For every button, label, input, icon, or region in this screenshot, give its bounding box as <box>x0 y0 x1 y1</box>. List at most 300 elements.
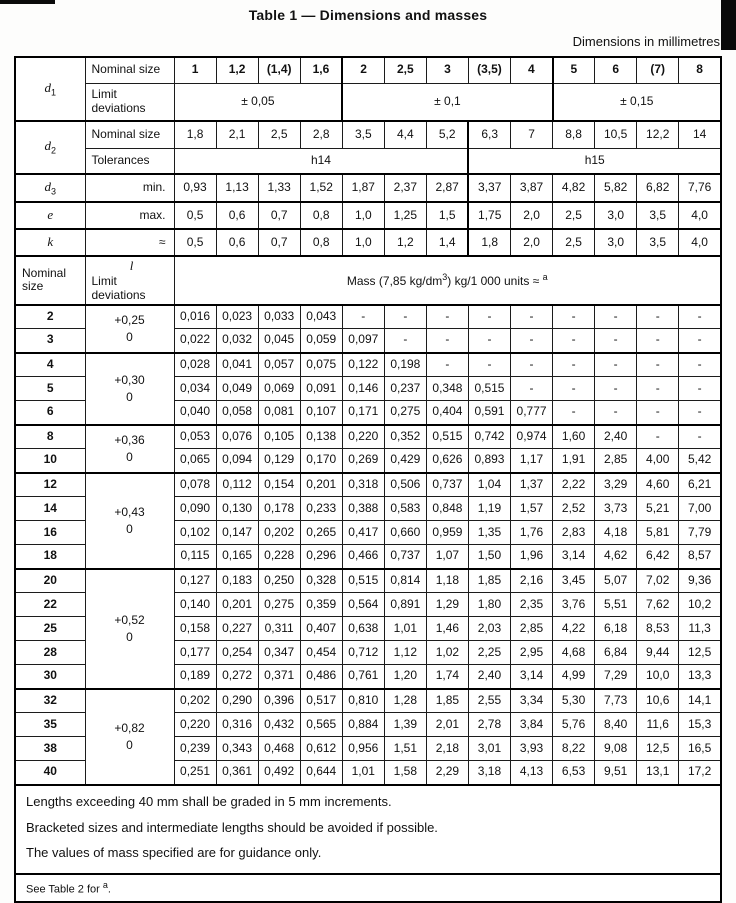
mass-value-cell: - <box>468 329 510 353</box>
mass-value-cell: 0,065 <box>174 449 216 473</box>
mass-value-cell: 0,097 <box>342 329 384 353</box>
mass-value-cell: 0,564 <box>342 593 384 617</box>
d3-value: 1,13 <box>216 174 258 202</box>
mass-value-cell: 0,417 <box>342 521 384 545</box>
mass-value-cell: 0,165 <box>216 545 258 569</box>
d1-nominal-value: (3,5) <box>468 57 510 83</box>
mass-value-cell: 0,272 <box>216 665 258 689</box>
mass-value-cell: 0,644 <box>300 761 342 785</box>
mass-value-cell: - <box>553 305 595 329</box>
mass-value-cell: 4,13 <box>511 761 553 785</box>
mass-value-cell: 0,075 <box>300 353 342 377</box>
mass-value-cell: 7,00 <box>679 497 721 521</box>
mass-value-cell: 0,396 <box>258 689 300 713</box>
mass-value-cell: 1,19 <box>468 497 510 521</box>
mass-value-cell: 9,08 <box>595 737 637 761</box>
mass-value-cell: 0,959 <box>426 521 468 545</box>
note-line: Bracketed sizes and intermediate lengths should be avoided if possible. <box>26 819 438 835</box>
d2-nominal-value: 1,8 <box>174 121 216 148</box>
d2-nominal-value: 6,3 <box>468 121 510 148</box>
mass-value-cell: 9,44 <box>637 641 679 665</box>
mass-value-cell: 3,84 <box>511 713 553 737</box>
mass-value-cell: 0,147 <box>216 521 258 545</box>
note-line: Lengths exceeding 40 mm shall be graded in 5 mm increments. <box>26 793 392 809</box>
mass-value-cell: - <box>511 377 553 401</box>
mass-value-cell: 1,39 <box>384 713 426 737</box>
scan-artifact <box>721 0 736 50</box>
mass-value-cell: - <box>384 329 426 353</box>
mass-value-cell: 1,46 <box>426 617 468 641</box>
mass-value-cell: 4,22 <box>553 617 595 641</box>
mass-value-cell: 0,154 <box>258 473 300 497</box>
mass-value-cell: 0,105 <box>258 425 300 449</box>
mass-value-cell: 0,076 <box>216 425 258 449</box>
mass-value-cell: 0,034 <box>174 377 216 401</box>
mass-value-cell: 7,02 <box>637 569 679 593</box>
mass-value-cell: 0,432 <box>258 713 300 737</box>
d3-value: 3,37 <box>468 174 510 202</box>
mass-value-cell: 0,078 <box>174 473 216 497</box>
mass-value-cell: 0,712 <box>342 641 384 665</box>
mass-value-cell: - <box>511 353 553 377</box>
mass-value-cell: 2,16 <box>511 569 553 593</box>
mass-value-cell: 0,112 <box>216 473 258 497</box>
mass-value-cell: 0,810 <box>342 689 384 713</box>
mass-value-cell: 0,091 <box>300 377 342 401</box>
mass-value-cell: 0,343 <box>216 737 258 761</box>
mass-value-cell: 0,515 <box>342 569 384 593</box>
mass-value-cell: 0,893 <box>468 449 510 473</box>
mass-value-cell: - <box>595 353 637 377</box>
mass-value-cell: 0,486 <box>300 665 342 689</box>
d2-nominal-value: 10,5 <box>595 121 637 148</box>
limit-deviation-cell: +0,25 0 <box>85 305 174 353</box>
mass-value-cell: 2,29 <box>426 761 468 785</box>
mass-value-cell: - <box>679 329 721 353</box>
d2-nominal-value: 12,2 <box>637 121 679 148</box>
d2-nominal-value: 8,8 <box>553 121 595 148</box>
mass-value-cell: 0,227 <box>216 617 258 641</box>
mass-value-cell: 0,201 <box>216 593 258 617</box>
mass-value-cell: - <box>679 425 721 449</box>
mass-value-cell: 4,99 <box>553 665 595 689</box>
d1-nominal-value: 5 <box>553 57 595 83</box>
nominal-size-cell: 4 <box>15 353 85 377</box>
mass-value-cell: - <box>553 377 595 401</box>
d3-qualifier: min. <box>85 174 174 202</box>
mass-value-cell: 0,081 <box>258 401 300 425</box>
mass-value-cell: 4,68 <box>553 641 595 665</box>
mass-value-cell: 9,36 <box>679 569 721 593</box>
mass-value-cell: 1,85 <box>426 689 468 713</box>
nominal-size-cell: 10 <box>15 449 85 473</box>
mass-value-cell: 0,296 <box>300 545 342 569</box>
d1-nominal-value: 6 <box>595 57 637 83</box>
mass-column-header: Mass (7,85 $kg/dm^3$) kg/1 000 units ≈ $^a$ <box>174 256 721 305</box>
mass-value-cell: 0,515 <box>426 425 468 449</box>
mass-value-cell: 0,884 <box>342 713 384 737</box>
mass-value-cell: - <box>595 329 637 353</box>
d1-nominal-value: 3 <box>426 57 468 83</box>
mass-value-cell: 0,737 <box>426 473 468 497</box>
d2-tolerance-span: h15 <box>468 148 721 174</box>
mass-value-cell: 1,04 <box>468 473 510 497</box>
mass-value-cell: 0,102 <box>174 521 216 545</box>
mass-value-cell: 0,177 <box>174 641 216 665</box>
mass-value-cell: - <box>637 305 679 329</box>
mass-value-cell: 0,328 <box>300 569 342 593</box>
d1-nominal-value: 4 <box>511 57 553 83</box>
mass-value-cell: 0,115 <box>174 545 216 569</box>
mass-value-cell: 0,146 <box>342 377 384 401</box>
e-value: 2,5 <box>553 202 595 229</box>
d2-nominal-value: 2,5 <box>258 121 300 148</box>
d3-value: 4,82 <box>553 174 595 202</box>
mass-value-cell: 0,251 <box>174 761 216 785</box>
d3-symbol: $d_3$ <box>15 174 85 202</box>
d3-value: 1,87 <box>342 174 384 202</box>
e-value: 4,0 <box>679 202 721 229</box>
mass-value-cell: 0,891 <box>384 593 426 617</box>
mass-value-cell: - <box>679 401 721 425</box>
k-value: 1,8 <box>468 229 510 256</box>
mass-value-cell: 3,01 <box>468 737 510 761</box>
mass-value-cell: 1,58 <box>384 761 426 785</box>
mass-value-cell: 1,12 <box>384 641 426 665</box>
k-qualifier: ≈ <box>85 229 174 256</box>
mass-value-cell: 0,127 <box>174 569 216 593</box>
mass-value-cell: 11,3 <box>679 617 721 641</box>
mass-value-cell: 0,023 <box>216 305 258 329</box>
d3-value: 5,82 <box>595 174 637 202</box>
nominal-size-cell: 16 <box>15 521 85 545</box>
d3-value: 0,93 <box>174 174 216 202</box>
e-value: 0,6 <box>216 202 258 229</box>
nominal-size-cell: 38 <box>15 737 85 761</box>
mass-value-cell: 5,42 <box>679 449 721 473</box>
mass-value-cell: 0,053 <box>174 425 216 449</box>
mass-value-cell: 2,25 <box>468 641 510 665</box>
e-value: 2,0 <box>511 202 553 229</box>
mass-value-cell: 0,848 <box>426 497 468 521</box>
mass-value-cell: 3,93 <box>511 737 553 761</box>
mass-value-cell: 6,42 <box>637 545 679 569</box>
e-symbol: e <box>15 202 85 229</box>
mass-value-cell: 0,316 <box>216 713 258 737</box>
mass-value-cell: 0,045 <box>258 329 300 353</box>
mass-value-cell: 1,50 <box>468 545 510 569</box>
mass-value-cell: - <box>637 329 679 353</box>
mass-value-cell: 0,033 <box>258 305 300 329</box>
mass-value-cell: 1,29 <box>426 593 468 617</box>
e-value: 1,5 <box>426 202 468 229</box>
d2-tolerance-label: Tolerances <box>85 148 174 174</box>
mass-value-cell: 5,81 <box>637 521 679 545</box>
d3-value: 6,82 <box>637 174 679 202</box>
mass-value-cell: 6,18 <box>595 617 637 641</box>
e-value: 3,5 <box>637 202 679 229</box>
k-value: 3,5 <box>637 229 679 256</box>
mass-value-cell: 4,60 <box>637 473 679 497</box>
mass-value-cell: 2,83 <box>553 521 595 545</box>
nominal-size-cell: 22 <box>15 593 85 617</box>
mass-value-cell: 10,0 <box>637 665 679 689</box>
mass-value-cell: 0,158 <box>174 617 216 641</box>
mass-value-cell: 0,737 <box>384 545 426 569</box>
nominal-size-cell: 6 <box>15 401 85 425</box>
nominal-size-cell: 30 <box>15 665 85 689</box>
mass-value-cell: 6,21 <box>679 473 721 497</box>
mass-value-cell: - <box>511 329 553 353</box>
mass-value-cell: - <box>426 305 468 329</box>
dimensions-table <box>14 56 722 903</box>
d2-nominal-value: 2,8 <box>300 121 342 148</box>
e-value: 0,5 <box>174 202 216 229</box>
mass-value-cell: 1,85 <box>468 569 510 593</box>
mass-value-cell: 0,583 <box>384 497 426 521</box>
mass-value-cell: 0,041 <box>216 353 258 377</box>
mass-value-cell: 0,058 <box>216 401 258 425</box>
mass-value-cell: 4,00 <box>637 449 679 473</box>
mass-value-cell: 2,95 <box>511 641 553 665</box>
mass-value-cell: 5,21 <box>637 497 679 521</box>
mass-value-cell: 1,18 <box>426 569 468 593</box>
d2-nominal-value: 2,1 <box>216 121 258 148</box>
mass-value-cell: 0,016 <box>174 305 216 329</box>
mass-value-cell: 5,51 <box>595 593 637 617</box>
mass-value-cell: 0,140 <box>174 593 216 617</box>
d1-nominal-value: (1,4) <box>258 57 300 83</box>
mass-value-cell: - <box>384 305 426 329</box>
mass-value-cell: 2,52 <box>553 497 595 521</box>
k-value: 2,0 <box>511 229 553 256</box>
mass-value-cell: 0,239 <box>174 737 216 761</box>
mass-value-cell: 0,638 <box>342 617 384 641</box>
mass-value-cell: - <box>637 377 679 401</box>
mass-value-cell: 1,02 <box>426 641 468 665</box>
mass-value-cell: 3,18 <box>468 761 510 785</box>
mass-value-cell: 15,3 <box>679 713 721 737</box>
mass-value-cell: 1,51 <box>384 737 426 761</box>
d1-deviation-span: ± 0,15 <box>553 83 721 121</box>
d1-symbol: $d_1$ <box>15 57 85 121</box>
mass-value-cell: 0,129 <box>258 449 300 473</box>
mass-value-cell: 16,5 <box>679 737 721 761</box>
d1-nominal-value: 1,2 <box>216 57 258 83</box>
mass-value-cell: 0,275 <box>384 401 426 425</box>
mass-value-cell: 3,76 <box>553 593 595 617</box>
mass-value-cell: 2,22 <box>553 473 595 497</box>
k-value: 0,5 <box>174 229 216 256</box>
mass-value-cell: 4,18 <box>595 521 637 545</box>
mass-value-cell: 2,03 <box>468 617 510 641</box>
mass-value-cell: - <box>637 353 679 377</box>
d1-deviation-span: ± 0,05 <box>174 83 342 121</box>
limit-deviation-cell: +0,82 0 <box>85 689 174 785</box>
nominal-size-cell: 32 <box>15 689 85 713</box>
d2-nominal-value: 7 <box>511 121 553 148</box>
mass-value-cell: 0,626 <box>426 449 468 473</box>
mass-value-cell: - <box>595 401 637 425</box>
mass-value-cell: 0,814 <box>384 569 426 593</box>
mass-value-cell: 1,07 <box>426 545 468 569</box>
mass-value-cell: 8,22 <box>553 737 595 761</box>
k-value: 0,8 <box>300 229 342 256</box>
mass-value-cell: 1,01 <box>342 761 384 785</box>
mass-value-cell: 0,107 <box>300 401 342 425</box>
mass-value-cell: 0,290 <box>216 689 258 713</box>
mass-value-cell: 7,73 <box>595 689 637 713</box>
mass-value-cell: 3,14 <box>511 665 553 689</box>
d1-deviation-span: ± 0,1 <box>342 83 552 121</box>
d3-value: 2,87 <box>426 174 468 202</box>
limit-deviation-cell: +0,30 0 <box>85 353 174 425</box>
k-value: 0,7 <box>258 229 300 256</box>
nominal-size-cell: 5 <box>15 377 85 401</box>
table-title: Table 1 — Dimensions and masses <box>248 7 488 23</box>
mass-value-cell: 0,407 <box>300 617 342 641</box>
limit-deviation-cell: +0,36 0 <box>85 425 174 473</box>
note-line: The values of mass specified are for guidance only. <box>26 845 322 861</box>
mass-value-cell: 10,2 <box>679 593 721 617</box>
k-value: 4,0 <box>679 229 721 256</box>
mass-value-cell: 3,34 <box>511 689 553 713</box>
mass-value-cell: 0,254 <box>216 641 258 665</box>
table-footnote: See Table 2 for $^a$. <box>15 874 721 902</box>
mass-value-cell: 1,37 <box>511 473 553 497</box>
d1-nominal-label: Nominal size <box>85 57 174 83</box>
mass-value-cell: 0,028 <box>174 353 216 377</box>
mass-value-cell: 8,53 <box>637 617 679 641</box>
mass-value-cell: 1,17 <box>511 449 553 473</box>
mass-value-cell: 3,73 <box>595 497 637 521</box>
nominal-size-cell: 25 <box>15 617 85 641</box>
mass-value-cell: 0,466 <box>342 545 384 569</box>
mass-value-cell: 1,57 <box>511 497 553 521</box>
mass-value-cell: 8,57 <box>679 545 721 569</box>
mass-value-cell: 7,62 <box>637 593 679 617</box>
nominal-size-cell: 3 <box>15 329 85 353</box>
mass-value-cell: 0,388 <box>342 497 384 521</box>
mass-value-cell: - <box>468 353 510 377</box>
k-value: 2,5 <box>553 229 595 256</box>
mass-value-cell: 0,202 <box>174 689 216 713</box>
mass-value-cell: 0,515 <box>468 377 510 401</box>
mass-nominal-header: Nominal size <box>15 256 85 305</box>
d2-tolerance-span: h14 <box>174 148 468 174</box>
mass-value-cell: 0,122 <box>342 353 384 377</box>
mass-value-cell: 4,62 <box>595 545 637 569</box>
mass-value-cell: 3,14 <box>553 545 595 569</box>
d1-nominal-value: 2 <box>342 57 384 83</box>
mass-value-cell: 0,492 <box>258 761 300 785</box>
mass-value-cell: 1,28 <box>384 689 426 713</box>
mass-value-cell: 2,85 <box>595 449 637 473</box>
mass-value-cell: 5,30 <box>553 689 595 713</box>
mass-value-cell: 6,84 <box>595 641 637 665</box>
mass-value-cell: 0,220 <box>342 425 384 449</box>
mass-value-cell: 0,275 <box>258 593 300 617</box>
mass-value-cell: 0,032 <box>216 329 258 353</box>
mass-value-cell: 2,55 <box>468 689 510 713</box>
e-value: 1,0 <box>342 202 384 229</box>
mass-value-cell: - <box>342 305 384 329</box>
mass-value-cell: 1,35 <box>468 521 510 545</box>
mass-value-cell: 2,35 <box>511 593 553 617</box>
mass-value-cell: 0,183 <box>216 569 258 593</box>
mass-value-cell: 0,069 <box>258 377 300 401</box>
mass-value-cell: 0,189 <box>174 665 216 689</box>
mass-value-cell: 0,318 <box>342 473 384 497</box>
nominal-size-cell: 18 <box>15 545 85 569</box>
mass-value-cell: 0,347 <box>258 641 300 665</box>
d2-nominal-value: 4,4 <box>384 121 426 148</box>
e-value: 3,0 <box>595 202 637 229</box>
d1-nominal-value: 2,5 <box>384 57 426 83</box>
mass-value-cell: 0,454 <box>300 641 342 665</box>
mass-value-cell: - <box>679 353 721 377</box>
mass-value-cell: 2,01 <box>426 713 468 737</box>
mass-value-cell: 0,040 <box>174 401 216 425</box>
d2-symbol: $d_2$ <box>15 121 85 174</box>
d3-value: 1,52 <box>300 174 342 202</box>
mass-value-cell: - <box>511 305 553 329</box>
mass-value-cell: 7,79 <box>679 521 721 545</box>
d1-nominal-value: 8 <box>679 57 721 83</box>
length-deviation-header: l Limit deviations <box>85 256 174 305</box>
mass-value-cell: 0,171 <box>342 401 384 425</box>
e-value: 0,7 <box>258 202 300 229</box>
mass-value-cell: 12,5 <box>637 737 679 761</box>
d3-value: 1,33 <box>258 174 300 202</box>
mass-value-cell: - <box>426 353 468 377</box>
mass-value-cell: 0,311 <box>258 617 300 641</box>
nominal-size-cell: 12 <box>15 473 85 497</box>
mass-value-cell: 1,96 <box>511 545 553 569</box>
mass-value-cell: - <box>679 305 721 329</box>
mass-value-cell: 0,201 <box>300 473 342 497</box>
nominal-size-cell: 28 <box>15 641 85 665</box>
mass-value-cell: 0,974 <box>511 425 553 449</box>
mass-value-cell: 0,352 <box>384 425 426 449</box>
mass-value-cell: 0,429 <box>384 449 426 473</box>
nominal-size-cell: 8 <box>15 425 85 449</box>
mass-value-cell: 1,80 <box>468 593 510 617</box>
mass-value-cell: 11,6 <box>637 713 679 737</box>
nominal-size-cell: 20 <box>15 569 85 593</box>
d3-value: 2,37 <box>384 174 426 202</box>
mass-value-cell: 0,057 <box>258 353 300 377</box>
mass-value-cell: 0,220 <box>174 713 216 737</box>
mass-value-cell: 0,468 <box>258 737 300 761</box>
mass-value-cell: 14,1 <box>679 689 721 713</box>
mass-value-cell: 2,85 <box>511 617 553 641</box>
mass-value-cell: 0,022 <box>174 329 216 353</box>
mass-value-cell: 2,40 <box>468 665 510 689</box>
scan-artifact <box>0 0 55 4</box>
k-value: 1,2 <box>384 229 426 256</box>
d1-nominal-value: (7) <box>637 57 679 83</box>
mass-value-cell: 0,361 <box>216 761 258 785</box>
mass-value-cell: 1,74 <box>426 665 468 689</box>
mass-value-cell: 1,20 <box>384 665 426 689</box>
mass-value-cell: 0,742 <box>468 425 510 449</box>
mass-value-cell: - <box>553 401 595 425</box>
nominal-size-cell: 35 <box>15 713 85 737</box>
d2-nominal-value: 5,2 <box>426 121 468 148</box>
d1-deviation-label: Limit deviations <box>85 83 174 121</box>
limit-deviation-cell: +0,52 0 <box>85 569 174 689</box>
